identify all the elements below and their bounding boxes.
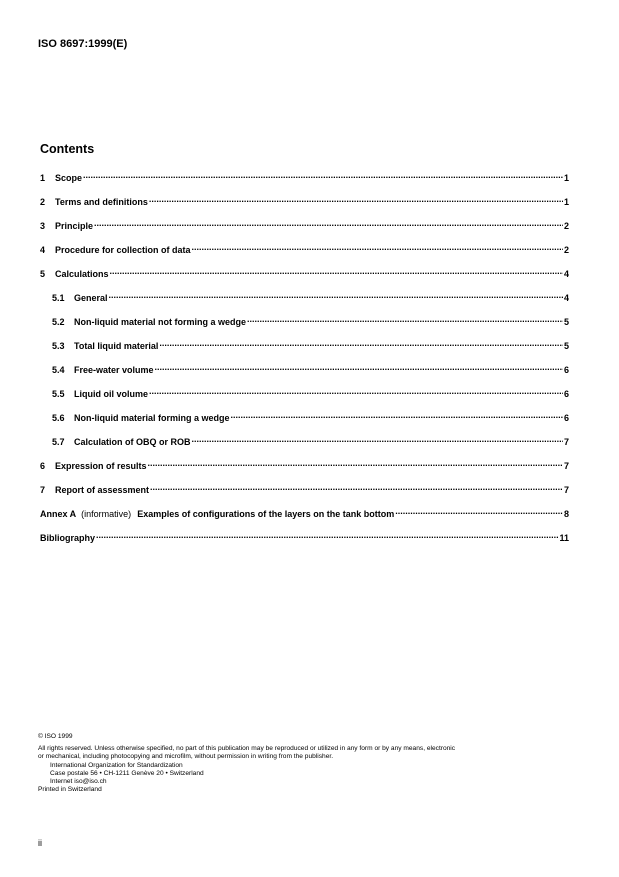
toc-leader-dots [148,457,563,469]
toc-page-number: 7 [563,461,569,471]
toc-page-number: 5 [563,341,569,351]
toc-row [40,169,569,181]
toc-leader-dots [149,385,563,397]
toc-title: General [74,293,108,303]
toc-page-number: 7 [563,437,569,447]
toc-leader-dots [159,337,563,349]
toc-leader-dots [247,313,563,325]
toc-page-number: 1 [563,173,569,183]
toc-number: 5 [40,269,46,279]
toc-number: 5.3 [52,341,65,351]
copyright-block [38,733,583,794]
toc-row [40,505,569,517]
toc-page-number: 2 [563,245,569,255]
toc-row [52,313,569,325]
toc-page-number: 6 [563,413,569,423]
toc-leader-dots [150,481,563,493]
rights-reserved-line-2: or mechanical, including photocopying and microfilm, without permission in writing from the publisher. [38,753,334,761]
toc-entry-bibliography[interactable] [0,529,619,543]
toc-title: Procedure for collection of data [55,245,191,255]
toc-leader-dots [395,505,563,517]
toc-title: Non-liquid material forming a wedge [74,413,230,423]
toc-row [40,193,569,205]
toc-page-number: 1 [563,197,569,207]
toc-entry-6[interactable] [0,457,619,471]
toc-row [52,409,569,421]
toc-page-number: 4 [563,269,569,279]
toc-title: Bibliography [40,533,96,543]
toc-number: 5.2 [52,317,65,327]
toc-page-number: 2 [563,221,569,231]
toc-title: Non-liquid material not forming a wedge [74,317,247,327]
toc-leader-dots [231,409,563,421]
rights-reserved-line-1: All rights reserved. Unless otherwise specified, no part of this publication may be reproduced or utilized in any form or by any means, electronic [38,745,456,753]
toc-row [52,385,569,397]
toc-title: Principle [55,221,94,231]
toc-number: 2 [40,197,46,207]
toc-row [52,433,569,445]
toc-number: 5.5 [52,389,65,399]
toc-row [40,217,569,229]
toc-entry-5-6[interactable] [0,409,619,423]
toc-row [52,337,569,349]
toc-number: 3 [40,221,46,231]
toc-page-number: 8 [563,509,569,519]
toc-entry-5-3[interactable] [0,337,619,351]
toc-number: 5.7 [52,437,65,447]
toc-row [40,481,569,493]
toc-entry-3[interactable] [0,217,619,231]
toc-entry-5-4[interactable] [0,361,619,375]
toc-leader-dots [96,529,558,541]
toc-row [40,457,569,469]
toc-entry-4[interactable] [0,241,619,255]
toc-entry-annex-a[interactable] [0,505,619,519]
toc-title: Calculations [55,269,109,279]
toc-entry-5-1[interactable] [0,289,619,303]
toc-number: 5.4 [52,365,65,375]
annex-label: Annex A [40,509,77,519]
organization-name: International Organization for Standardization [50,761,183,769]
toc-title: Examples of configurations of the layers on the tank bottom [137,509,395,519]
toc-title: Liquid oil volume [74,389,148,399]
toc-leader-dots [110,265,563,277]
toc-page-number: 7 [563,485,569,495]
toc-leader-dots [94,217,563,229]
toc-leader-dots [109,289,563,301]
toc-number: 5.1 [52,293,65,303]
toc-page-number: 6 [563,389,569,399]
toc-title: Scope [55,173,83,183]
toc-row [52,361,569,373]
toc-entry-5-5[interactable] [0,385,619,399]
copyright-notice: © ISO 1999 [38,733,73,740]
toc-number: 6 [40,461,46,471]
toc-title: Free-water volume [74,365,154,375]
toc-entry-7[interactable] [0,481,619,495]
toc-number: 7 [40,485,46,495]
toc-entry-5-2[interactable] [0,313,619,327]
toc-title: Total liquid material [74,341,159,351]
toc-number: 4 [40,245,46,255]
toc-entry-1[interactable] [0,169,619,183]
printed-in: Printed in Switzerland [38,786,102,794]
organization-address: Case postale 56 • CH-1211 Genève 20 • Switzerland [50,769,204,777]
document-id: ISO 8697:1999(E) [38,38,128,50]
toc-title: Expression of results [55,461,147,471]
toc-row [40,265,569,277]
toc-entry-2[interactable] [0,193,619,207]
contents-heading: Contents [40,142,95,156]
toc-entry-5[interactable] [0,265,619,279]
toc-number: 1 [40,173,46,183]
organization-internet: Internet iso@iso.ch [50,778,107,786]
toc-title: Report of assessment [55,485,150,495]
toc-row [40,529,569,541]
toc-leader-dots [192,433,563,445]
toc-page-number: 6 [563,365,569,375]
toc-title: Calculation of OBQ or ROB [74,437,191,447]
toc-row [52,289,569,301]
toc-title: Terms and definitions [55,197,148,207]
toc-page-number: 4 [563,293,569,303]
page-number: ii [38,838,42,848]
toc-leader-dots [149,193,563,205]
toc-leader-dots [83,169,563,181]
annex-type: (informative) [81,509,132,519]
toc-page-number: 5 [563,317,569,327]
toc-page-number: 11 [559,533,569,543]
toc-leader-dots [192,241,563,253]
toc-leader-dots [155,361,563,373]
toc-entry-5-7[interactable] [0,433,619,447]
toc-row [40,241,569,253]
toc-number: 5.6 [52,413,65,423]
